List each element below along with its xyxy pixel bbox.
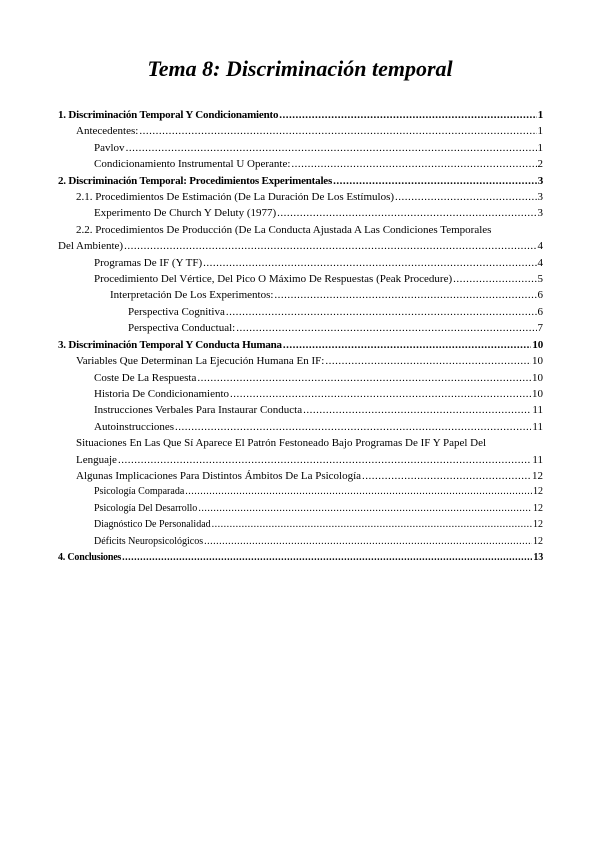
toc-dot-leader — [395, 189, 536, 205]
toc-entry-section-2[interactable] — [58, 173, 543, 189]
toc-entry-psicologia-desarrollo[interactable] — [58, 501, 543, 517]
toc-entry-deficits[interactable] — [58, 534, 543, 550]
toc-entry-label: Coste De La Respuesta — [94, 371, 197, 384]
toc-entry-2-2[interactable] — [58, 222, 543, 255]
toc-entry-church-deluty[interactable] — [58, 205, 543, 221]
toc-dot-leader — [226, 304, 537, 320]
toc-entry-2-1[interactable] — [58, 189, 543, 205]
toc-page-number: 6 — [537, 289, 543, 302]
toc-dot-leader — [185, 484, 532, 500]
toc-entry-interpretacion[interactable] — [58, 287, 543, 303]
toc-dot-leader — [126, 140, 537, 156]
toc-entry-label: Interpretación De Los Experimentos: — [110, 289, 274, 302]
toc-page-number: 12 — [533, 535, 543, 547]
toc-page-number: 1 — [537, 109, 543, 121]
toc-page-number: 10 — [532, 338, 543, 351]
toc-entry-label: Programas De IF (Y TF) — [94, 256, 203, 269]
toc-entry-label-line2: Lenguaje — [76, 453, 117, 466]
toc-entry-label: 1. Discriminación Temporal Y Condicionamiento — [58, 109, 279, 121]
toc-entry-section-1[interactable] — [58, 107, 543, 123]
toc-dot-leader — [118, 452, 531, 468]
toc-entry-label: 2. Discriminación Temporal: Procedimientos Experimentales — [58, 174, 333, 187]
toc-dot-leader — [139, 123, 536, 139]
toc-page-number: 4 — [537, 256, 543, 269]
toc-entry-label: Pavlov — [94, 141, 125, 154]
toc-entry-instrucciones[interactable] — [58, 402, 543, 418]
toc-dot-leader — [212, 517, 532, 533]
toc-dot-leader — [175, 419, 531, 435]
toc-entry-label: Experimento De Church Y Deluty (1977) — [94, 207, 277, 220]
toc-dot-leader — [236, 320, 536, 336]
toc-dot-leader — [333, 173, 537, 189]
toc-page-number: 12 — [533, 519, 543, 531]
toc-page-number: 13 — [533, 551, 543, 563]
toc-dot-leader — [303, 402, 531, 418]
toc-entry-psicologia-comparada[interactable] — [58, 484, 543, 500]
toc-entry-situaciones[interactable] — [58, 435, 543, 468]
toc-entry-programas-if[interactable] — [58, 255, 543, 271]
toc-entry-label: 4. Conclusiones — [58, 551, 122, 563]
toc-dot-leader — [274, 287, 536, 303]
toc-entry-implicaciones[interactable] — [58, 468, 543, 484]
toc-entry-coste[interactable] — [58, 370, 543, 386]
toc-page-number: 11 — [532, 453, 543, 466]
toc-entry-label: Diagnóstico De Personalidad — [94, 519, 211, 531]
toc-entry-label: Historia De Condicionamiento — [94, 387, 230, 400]
toc-page-number: 12 — [533, 502, 543, 514]
toc-page-number: 7 — [537, 322, 543, 335]
toc-entry-variables[interactable] — [58, 353, 543, 369]
toc-entry-label: Variables Que Determinan La Ejecución Humana En IF: — [76, 355, 325, 368]
toc-entry-perspectiva-conductual[interactable] — [58, 320, 543, 336]
toc-page-number: 10 — [532, 371, 543, 384]
toc-entry-section-4[interactable] — [58, 550, 543, 566]
toc-dot-leader — [362, 468, 531, 484]
toc-dot-leader — [283, 337, 532, 353]
toc-dot-leader — [279, 107, 536, 123]
toc-entry-label: 3. Discriminación Temporal Y Conducta Humana — [58, 338, 282, 351]
toc-entry-label-line2: Del Ambiente) — [58, 240, 124, 253]
toc-entry-label: Psicología Del Desarrollo — [94, 502, 198, 514]
toc-entry-label: Procedimiento Del Vértice, Del Pico O Máximo De Respuestas (Peak Procedure) — [94, 273, 453, 286]
toc-page-number: 10 — [532, 387, 543, 400]
toc-page-number: 4 — [537, 240, 543, 253]
toc-dot-leader — [198, 501, 532, 517]
toc-page-number: 10 — [532, 355, 543, 368]
toc-dot-leader — [277, 205, 536, 221]
toc-entry-label: Déficits Neuropsicológicos — [94, 535, 204, 547]
toc-entry-label: Psicología Comparada — [94, 486, 185, 498]
toc-dot-leader — [124, 238, 536, 254]
toc-dot-leader — [203, 255, 536, 271]
toc-entry-label: Perspectiva Conductual: — [128, 322, 236, 335]
document-title: Tema 8: Discriminación temporal — [147, 56, 453, 81]
toc-page-number: 1 — [537, 125, 543, 138]
toc-dot-leader — [453, 271, 536, 287]
toc-page-number: 2 — [537, 158, 543, 171]
toc-dot-leader — [325, 353, 531, 369]
toc-entry-diagnostico[interactable] — [58, 517, 543, 533]
toc-page-number: 12 — [532, 469, 543, 482]
toc-entry-condicionamiento-instrumental[interactable] — [58, 156, 543, 172]
toc-entry-section-3[interactable] — [58, 337, 543, 353]
toc-entry-peak-procedure[interactable] — [58, 271, 543, 287]
toc-entry-antecedentes[interactable] — [58, 123, 543, 139]
toc-entry-label: Condicionamiento Instrumental U Operante: — [94, 158, 291, 171]
toc-dot-leader — [122, 550, 532, 566]
toc-page-number: 12 — [533, 486, 543, 498]
toc-page-number: 1 — [537, 141, 543, 154]
toc-entry-pavlov[interactable] — [58, 140, 543, 156]
toc-entry-label: Antecedentes: — [76, 125, 139, 138]
toc-entry-label: Instrucciones Verbales Para Instaurar Conducta — [94, 404, 303, 417]
toc-dot-leader — [197, 370, 531, 386]
toc-entry-autoinstrucciones[interactable] — [58, 419, 543, 435]
toc-page-number: 5 — [537, 273, 543, 286]
toc-page-number: 11 — [532, 420, 543, 433]
toc-entry-label: Perspectiva Cognitiva — [128, 305, 225, 318]
toc-dot-leader — [291, 156, 536, 172]
toc-page-number: 11 — [532, 404, 543, 417]
toc-dot-leader — [230, 386, 531, 402]
toc-page-number: 3 — [537, 207, 543, 220]
toc-page-number: 3 — [537, 174, 543, 187]
toc-page-number: 6 — [537, 305, 543, 318]
toc-entry-label-line1: 2.2. Procedimientos De Producción (De La Conducta Ajustada A Las Condiciones Temporales — [76, 223, 492, 236]
toc-entry-label: 2.1. Procedimientos De Estimación (De La Duración De Los Estímulos) — [76, 191, 395, 204]
toc-entry-label: Autoinstrucciones — [94, 420, 175, 433]
toc-entry-perspectiva-cognitiva[interactable] — [58, 304, 543, 320]
toc-entry-historia[interactable] — [58, 386, 543, 402]
table-of-contents — [58, 107, 543, 566]
toc-page-number: 3 — [537, 191, 543, 204]
toc-entry-label: Algunas Implicaciones Para Distintos Ámbitos De La Psicología — [76, 469, 362, 482]
toc-entry-label-line1: Situaciones En Las Que Sí Aparece El Patrón Festoneado Bajo Programas De IF Y Papel Del — [76, 437, 487, 450]
toc-dot-leader — [204, 534, 532, 550]
